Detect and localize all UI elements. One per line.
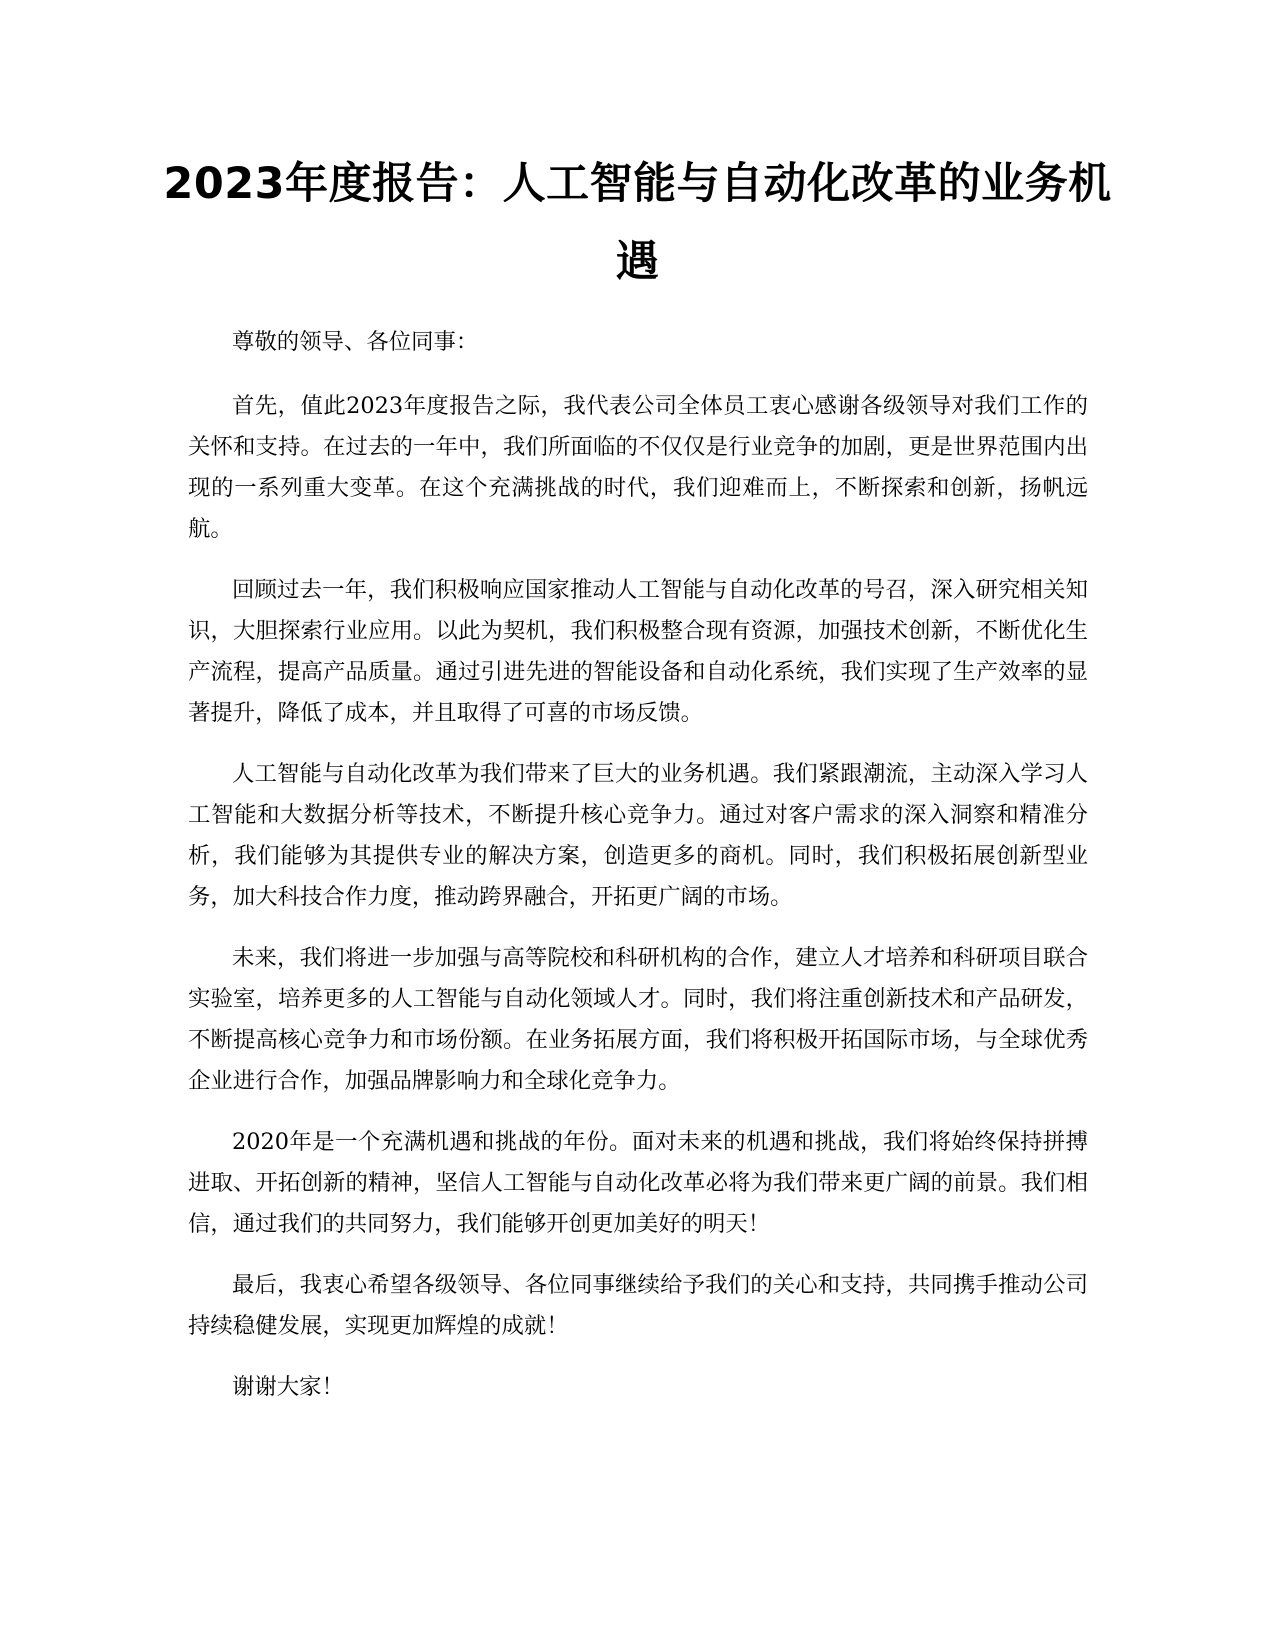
paragraph-outlook: 2020年是一个充满机遇和挑战的年份。面对未来的机遇和挑战，我们将始终保持拼搏进取、开拓创新的精神，坚信人工智能与自动化改革必将为我们带来更广阔的前景。我们相信，通过我们的共同努力，我们能够开创更加美好的明天！ — [188, 1129, 1088, 1237]
document-body — [188, 322, 1088, 1428]
paragraph-future: 未来，我们将进一步加强与高等院校和科研机构的合作，建立人才培养和科研项目联合实验室，培养更多的人工智能与自动化领域人才。同时，我们将注重创新技术和产品研发，不断提高核心竞争力和市场份额。在业务拓展方面，我们将积极开拓国际市场，与全球优秀企业进行合作，加强品牌影响力和全球化竞争力。 — [188, 945, 1088, 1094]
paragraph-closing-wish: 最后，我衷心希望各级领导、各位同事继续给予我们的关心和支持，共同携手推动公司持续稳健发展，实现更加辉煌的成就！ — [188, 1272, 1088, 1339]
paragraph-opening: 首先，值此2023年度报告之际，我代表公司全体员工衷心感谢各级领导对我们工作的关怀和支持。在过去的一年中，我们所面临的不仅仅是行业竞争的加剧，更是世界范围内出现的一系列重大变革。在这个充满挑战的时代，我们迎难而上，不断探索和创新，扬帆远航。 — [188, 393, 1088, 542]
closing-thanks: 谢谢大家！ — [232, 1374, 344, 1400]
salutation: 尊敬的领导、各位同事： — [232, 329, 479, 355]
paragraph-review: 回顾过去一年，我们积极响应国家推动人工智能与自动化改革的号召，深入研究相关知识，大胆探索行业应用。以此为契机，我们积极整合现有资源，加强技术创新，不断优化生产流程，提高产品质量。通过引进先进的智能设备和自动化系统，我们实现了生产效率的显著提升，降低了成本，并且取得了可喜的市场反馈。 — [188, 577, 1088, 726]
paragraph-opportunities: 人工智能与自动化改革为我们带来了巨大的业务机遇。我们紧跟潮流，主动深入学习人工智能和大数据分析等技术，不断提升核心竞争力。通过对客户需求的深入洞察和精准分析，我们能够为其提供专业的解决方案，创造更多的商机。同时，我们积极拓展创新型业务，加大科技合作力度，推动跨界融合，开拓更广阔的市场。 — [188, 761, 1088, 910]
document-title: 2023年度报告：人工智能与自动化改革的业务机遇 — [163, 159, 1112, 287]
